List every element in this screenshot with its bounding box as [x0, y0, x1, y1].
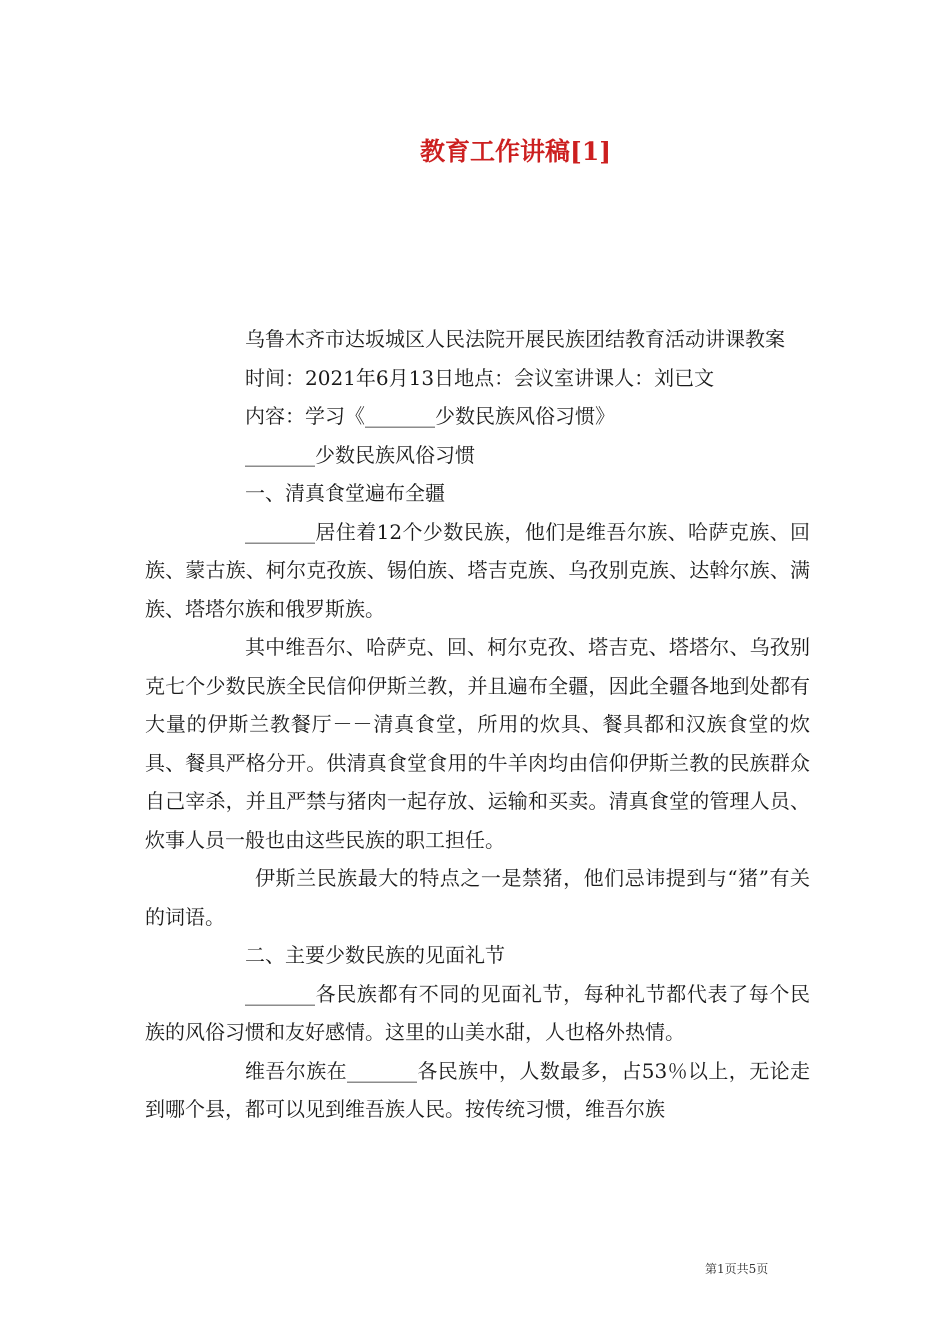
paragraph: _______居住着12个少数民族，他们是维吾尔族、哈萨克族、回族、蒙古族、柯尔克孜族、锡伯族、塔吉克族、乌孜别克族、达斡尔族、满族、塔塔尔族和俄罗斯族。	[145, 519, 810, 621]
page-number: 第1页共5页	[705, 1262, 769, 1276]
paragraph-content: 内容：学习《_______少数民族风俗习惯》	[245, 404, 615, 428]
paragraph: 其中维吾尔、哈萨克、回、柯尔克孜、塔吉克、塔塔尔、乌孜别克七个少数民族全民信仰伊斯兰教，并且遍布全疆，因此全疆各地到处都有大量的伊斯兰教餐厅－－清真食堂，所用的炊具、餐具都和汉族食堂的炊具、餐具严格分开。供清真食堂食用的牛羊肉均由信仰伊斯兰教的民族群众自己宰杀，并且严禁与猪肉一起存放、运输和买卖。清真食堂的管理人员、炊事人员一般也由这些民族的职工担任。	[145, 635, 810, 852]
section-heading-2: 二、主要少数民族的见面礼节	[245, 943, 505, 967]
document-title: 教育工作讲稿[1]	[420, 137, 612, 166]
paragraph: 维吾尔族在_______各民族中，人数最多，占53％以上，无论走到哪个县，都可以见到维吾族人民。按传统习惯，维吾尔族	[145, 1058, 810, 1121]
paragraph-time-location: 时间：2021年6月13日地点：会议室讲课人：刘已文	[245, 365, 715, 390]
document-body	[145, 320, 810, 1129]
paragraph: _______各民族都有不同的见面礼节，每种礼节都代表了每个民族的风俗习惯和友好感情。这里的山美水甜，人也格外热情。	[145, 981, 810, 1044]
section-heading-1: 一、清真食堂遍布全疆	[245, 481, 445, 505]
paragraph-subtitle: _______少数民族风俗习惯	[245, 442, 475, 467]
paragraph-heading: 乌鲁木齐市达坂城区人民法院开展民族团结教育活动讲课教案	[245, 327, 785, 351]
paragraph: 伊斯兰民族最大的特点之一是禁猪，他们忌讳提到与“猪”有关的词语。	[145, 866, 810, 929]
